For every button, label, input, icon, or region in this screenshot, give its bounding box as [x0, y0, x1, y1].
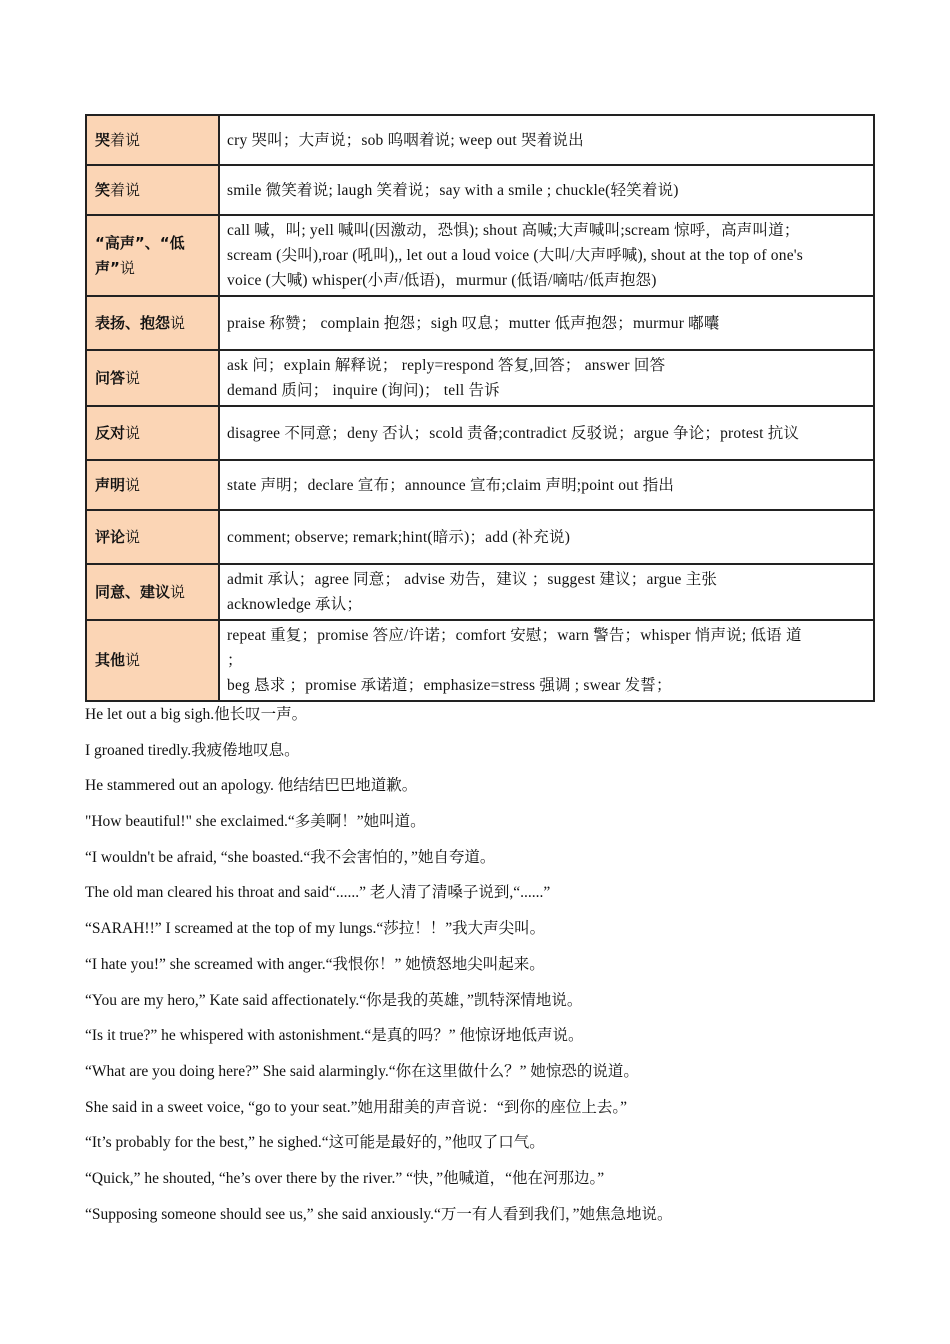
table-row — [86, 620, 874, 701]
example-sentences — [85, 705, 875, 1240]
row-content: smile 微笑着说; laugh 笑着说；say with a smile ; chuckle(轻笑着说) — [219, 165, 874, 215]
row-label: 笑着说 — [86, 165, 219, 215]
example-sentence: "How beautiful!" she exclaimed.“多美啊！”她叫道。 — [85, 813, 426, 831]
example-sentence: “It’s probably for the best,” he sighed.“这可能是最好的，”他叹了口气。 — [85, 1134, 545, 1152]
example-sentence: “I wouldn't be afraid, “she boasted.“我不会害怕的，”她自夸道。 — [85, 848, 496, 866]
example-sentence: The old man cleared his throat and said“......” 老人清了清嗓子说到,“......” — [85, 884, 551, 902]
row-content: admit 承认；agree 同意； advise 劝告，建议 ；suggest 建议；argue 主张 acknowledge 承认； — [219, 564, 874, 620]
row-content: cry 哭叫；大声说；sob 呜咽着说; weep out 哭着说出 — [219, 115, 874, 165]
example-sentence: “Supposing someone should see us,” she said anxiously.“万一有人看到我们，”她焦急地说。 — [85, 1205, 673, 1223]
table-row — [86, 564, 874, 620]
row-label: 反对说 — [86, 406, 219, 460]
example-sentence: “Is it true?” he whispered with astonishment.“是真的吗？” 他惊讶地低声说。 — [85, 1027, 584, 1045]
table-row — [86, 296, 874, 350]
table-row — [86, 165, 874, 215]
example-sentence: “I hate you!” she screamed with anger.“我恨你！” 她愤怒地尖叫起来。 — [85, 955, 545, 973]
row-content: comment; observe; remark;hint(暗示)；add (补充说) — [219, 510, 874, 564]
row-content: ask 问；explain 解释说； reply=respond 答复,回答； answer 回答 demand 质问； inquire (询问)； tell 告诉 — [219, 350, 874, 406]
table-row — [86, 406, 874, 460]
example-sentence: “What are you doing here?” She said alarmingly.“你在这里做什么？” 她惊恐的说道。 — [85, 1062, 639, 1080]
table-row — [86, 350, 874, 406]
row-content: disagree 不同意；deny 否认；scold 责备;contradict 反驳说；argue 争论；protest 抗议 — [219, 406, 874, 460]
row-content: repeat 重复；promise 答应/许诺；comfort 安慰；warn 警告；whisper 悄声说; 低语 道 ； beg 恳求 ；promise 承诺道；emphasize=stress 强调 ; swear 发誓； — [219, 620, 874, 701]
row-content: praise 称赞； complain 抱怨；sigh 叹息；mutter 低声抱怨；murmur 嘟囔 — [219, 296, 874, 350]
example-sentence: She said in a sweet voice, “go to your seat.”她用甜美的声音说：“到你的座位上去。” — [85, 1098, 627, 1116]
row-label: 哭着说 — [86, 115, 219, 165]
row-label: 同意、建议说 — [86, 564, 219, 620]
table-row — [86, 460, 874, 510]
table-row — [86, 115, 874, 165]
example-sentence: “You are my hero,” Kate said affectionately.“你是我的英雄，”凯特深情地说。 — [85, 991, 583, 1009]
row-content: state 声明；declare 宣布；announce 宣布;claim 声明;point out 指出 — [219, 460, 874, 510]
example-sentence: He let out a big sigh.他长叹一声。 — [85, 706, 308, 723]
row-label: 表扬、抱怨说 — [86, 296, 219, 350]
row-label: “高声”、“低声”说 — [86, 215, 219, 296]
document-page — [85, 114, 875, 1240]
row-label: 问答说 — [86, 350, 219, 406]
row-label: 声明说 — [86, 460, 219, 510]
table-row — [86, 510, 874, 564]
example-sentence: I groaned tiredly.我疲倦地叹息。 — [85, 741, 300, 759]
example-sentence: “SARAH!!” I screamed at the top of my lungs.“莎拉！！”我大声尖叫。 — [85, 920, 546, 938]
example-sentence: He stammered out an apology. 他结结巴巴地道歉。 — [85, 777, 418, 795]
row-label: 评论说 — [86, 510, 219, 564]
example-sentence: “Quick,” he shouted, “he’s over there by the river.” “快，”他喊道，“他在河那边。” — [85, 1169, 605, 1187]
vocab-table — [85, 114, 875, 702]
row-label: 其他说 — [86, 620, 219, 701]
row-content: call 喊，叫; yell 喊叫(因激动，恐惧); shout 高喊;大声喊叫;scream 惊呼，高声叫道； scream (尖叫),roar (吼叫),, let out a loud voice (大叫/大声呼喊), shout at the top of one's voice (大喊) whisper(小声/低语)，murmur (低语/嘀咕/低声抱怨) — [219, 215, 874, 296]
table-row — [86, 215, 874, 296]
